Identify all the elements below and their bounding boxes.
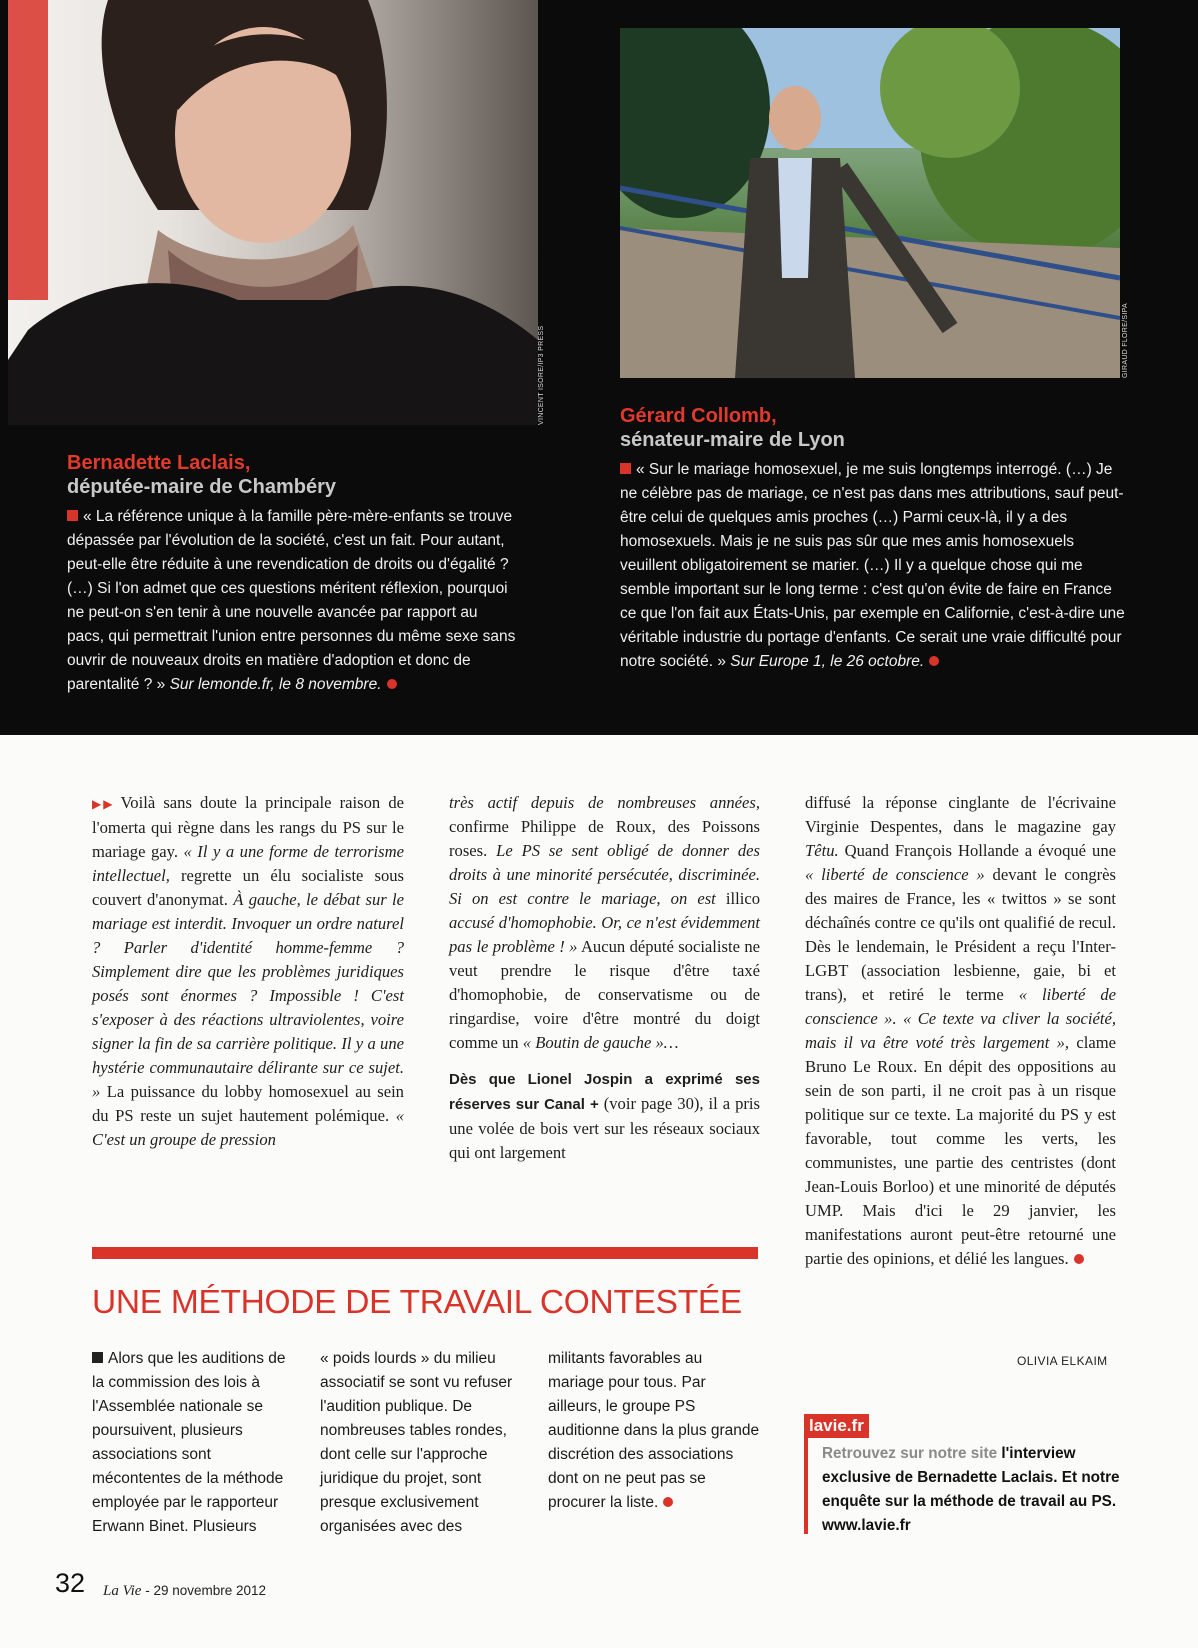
- article-text: illico: [725, 889, 760, 908]
- article-quote: Le PS se sent obligé de donner des droits à une minorité persécutée, discriminée. Si on est contre le mariage, on est: [449, 841, 760, 908]
- article-quote: « Boutin de gauche »…: [522, 1033, 679, 1052]
- article-quote: « liberté de conscience ».: [805, 985, 1116, 1028]
- lavie-red-rule: [804, 1438, 808, 1534]
- article-text: diffusé la réponse cinglante de l'écrivaine Virginie Despentes, dans le magazine gay: [805, 793, 1116, 836]
- article-quote: très actif depuis de nombreuses années,: [449, 793, 760, 812]
- red-square-icon: [67, 510, 78, 521]
- article-text: Voilà sans doute la principale raison de l'omerta qui règne dans les rangs du PS sur le mariage gay.: [92, 793, 404, 861]
- quote2-text-block: [620, 458, 1125, 674]
- quote1-text-block: [67, 505, 517, 697]
- photo-credit-2: GIRAUD FLORE/SIPA: [1122, 303, 1129, 378]
- double-arrow-icon: ▶▶: [92, 797, 115, 811]
- article-quote: « Il y a une forme de terrorisme intellectuel,: [92, 842, 404, 885]
- lavie-promo-link: l'interview exclusive de Bernadette Laclais. Et notre enquête sur la méthode de travail au PS. www.lavie.fr: [822, 1445, 1120, 1534]
- article-text: La puissance du lobby homosexuel au sein du PS reste un sujet hautement polémique.: [92, 1082, 404, 1125]
- quote1-source: Sur lemonde.fr, le 8 novembre.: [169, 676, 382, 693]
- article-quote: accusé d'homophobie. Or, ce n'est évidemment pas le problème ! »: [449, 913, 760, 956]
- article-text: regrette un élu socialiste sous couvert d'anonymat.: [92, 866, 404, 909]
- article-text: (voir page 30), il a pris une volée de bois vert sur les réseaux sociaux qui ont largement: [449, 1094, 760, 1162]
- quote2-role: sénateur-maire de Lyon: [620, 429, 845, 451]
- box-title: UNE MÉTHODE DE TRAVAIL CONTESTÉE: [92, 1284, 742, 1321]
- lavie-promo-intro: Retrouvez sur notre site: [822, 1445, 998, 1462]
- red-dot-icon: [663, 1497, 673, 1507]
- quote1-role: députée-maire de Chambéry: [67, 476, 336, 498]
- red-dot-icon: [387, 679, 397, 689]
- folio-info: [103, 1583, 266, 1600]
- box-text: Alors que les auditions de la commission des lois à l'Assemblée nationale se poursuivent, plusieurs associations sont mécontentes de la méthode employée par le rapporteur Erwann Binet. Plusieurs: [92, 1350, 286, 1535]
- author-signature: OLIVIA ELKAIM: [1017, 1354, 1108, 1368]
- article-text: confirme Philippe de Roux, des Poissons roses.: [449, 817, 760, 860]
- lavie-promo: [822, 1442, 1122, 1538]
- article-quote: Têtu.: [805, 841, 839, 860]
- box-column-3: [548, 1347, 760, 1515]
- quote2-text: « Sur le mariage homosexuel, je me suis longtemps interrogé. (…) Je ne célèbre pas de mariage, ce n'est pas dans mes attributions, sauf peut-être celui de quelques amis proches (…) Parmi ceux-là, il y a des homosexuels. Mais je ne suis pas sûr que mes amis homosexuels veuillent obligatoirement se marier. (…) Il y a quelque chose qui me semble important sur le long terme : c'est qu'on évite de faire en France ce que l'on fait aux États-Unis, par exemple en Californie, c'est-à-dire une véritable industrie du portage d'enfants. Ce serait une vraie difficulté pour notre société. »: [620, 461, 1125, 670]
- article-quote: « C'est un groupe de pression: [92, 1106, 404, 1149]
- issue-date: - 29 novembre 2012: [145, 1583, 267, 1598]
- quote2-name: Gérard Collomb,: [620, 405, 777, 427]
- article-text: devant le congrès des maires de France, les « twittos » se sont déchaînés contre ce qu'ils ont qualifié de recul. Dès le lendemain, le Président a reçu l'Inter-LGBT (association lesbienne, gaie, bi et trans), et retiré le terme: [805, 865, 1117, 1004]
- box-text: « poids lourds » du milieu associatif se sont vu refuser l'audition publique. De nombreuses tables rondes, dont celle sur l'approche juridique du projet, sont presque exclusivement organisées avec des: [320, 1350, 513, 1535]
- portrait-photo-laclais: [8, 0, 538, 425]
- article-text: Aucun député socialiste ne veut prendre le risque d'être taxé d'homophobie, de conservatisme ou de ringardise, voire d'être montré du doigt comme un: [449, 937, 761, 1052]
- page-number: 32: [55, 1568, 86, 1598]
- box-column-2: [320, 1347, 532, 1539]
- black-square-icon: [92, 1352, 103, 1363]
- quote1-name: Bernadette Laclais,: [67, 452, 251, 474]
- red-square-icon: [620, 463, 631, 474]
- red-dot-icon: [929, 656, 939, 666]
- portrait-photo-collomb: [620, 28, 1120, 378]
- red-dot-icon: [1074, 1254, 1084, 1264]
- photo-credit-1: VINCENT ISORE/IP3 PRESS: [538, 325, 545, 425]
- lavie-tag: lavie.fr: [804, 1414, 869, 1438]
- article-text: clame Bruno Le Roux. En dépit des oppositions au sein de son parti, il ne croit pas à un risque politique sur ce texte. La majorité du PS y est favorable, tout comme les verts, les communistes, une partie des centristes (dont Jean-Louis Borloo) et une minorité de députés UMP. Mais d'ici le 29 janvier, les manifestations auront peut-être retourné une partie des opinions, et délié les langues.: [805, 1033, 1116, 1268]
- article-column-3: [805, 791, 1116, 1271]
- box-text: militants favorables au mariage pour tous. Par ailleurs, le groupe PS auditionne dans la plus grande discrétion des associations dont on ne peut pas se procurer la liste.: [548, 1350, 760, 1511]
- article-lead-in: Dès que Lionel Jospin a exprimé ses réserves sur Canal +: [449, 1071, 760, 1113]
- box-red-rule: [92, 1247, 758, 1259]
- article-quote: À gauche, le débat sur le mariage est interdit. Invoquer un ordre naturel ? Parler d'identité homme-femme ? Simplement dire que les problèmes juridiques posés sont énormes ? Impossible ! C'est s'exposer à des réactions ultraviolentes, voire signer la fin de sa carrière politique. Il y a une hystérie communautaire délirante sur ce sujet. »: [92, 890, 404, 1101]
- article-quote: « liberté de conscience »: [805, 865, 985, 884]
- article-text: Quand François Hollande a évoqué une: [844, 841, 1116, 860]
- article-quote: « Ce texte va cliver la société, mais il va être voté très largement »,: [805, 1009, 1116, 1052]
- magazine-name: La Vie: [103, 1583, 142, 1599]
- quote2-source: Sur Europe 1, le 26 octobre.: [730, 653, 925, 670]
- article-column-1: [92, 791, 404, 1152]
- box-column-1: [92, 1347, 297, 1539]
- article-column-2: [449, 791, 760, 1165]
- quote1-text: « La référence unique à la famille père-mère-enfants se trouve dépassée par l'évolution de la société, c'est un fait. Pour autant, peut-elle être réduite à une revendication de droits ou d'égalité ? (…) Si l'on admet que ces questions méritent réflexion, pourquoi ne peut-on s'en tenir à une nouvelle avancée par rapport au pacs, qui permettrait l'union entre personnes du même sexe sans ouvrir de nouveaux droits en matière d'adoption et donc de parentalité ? »: [67, 508, 516, 693]
